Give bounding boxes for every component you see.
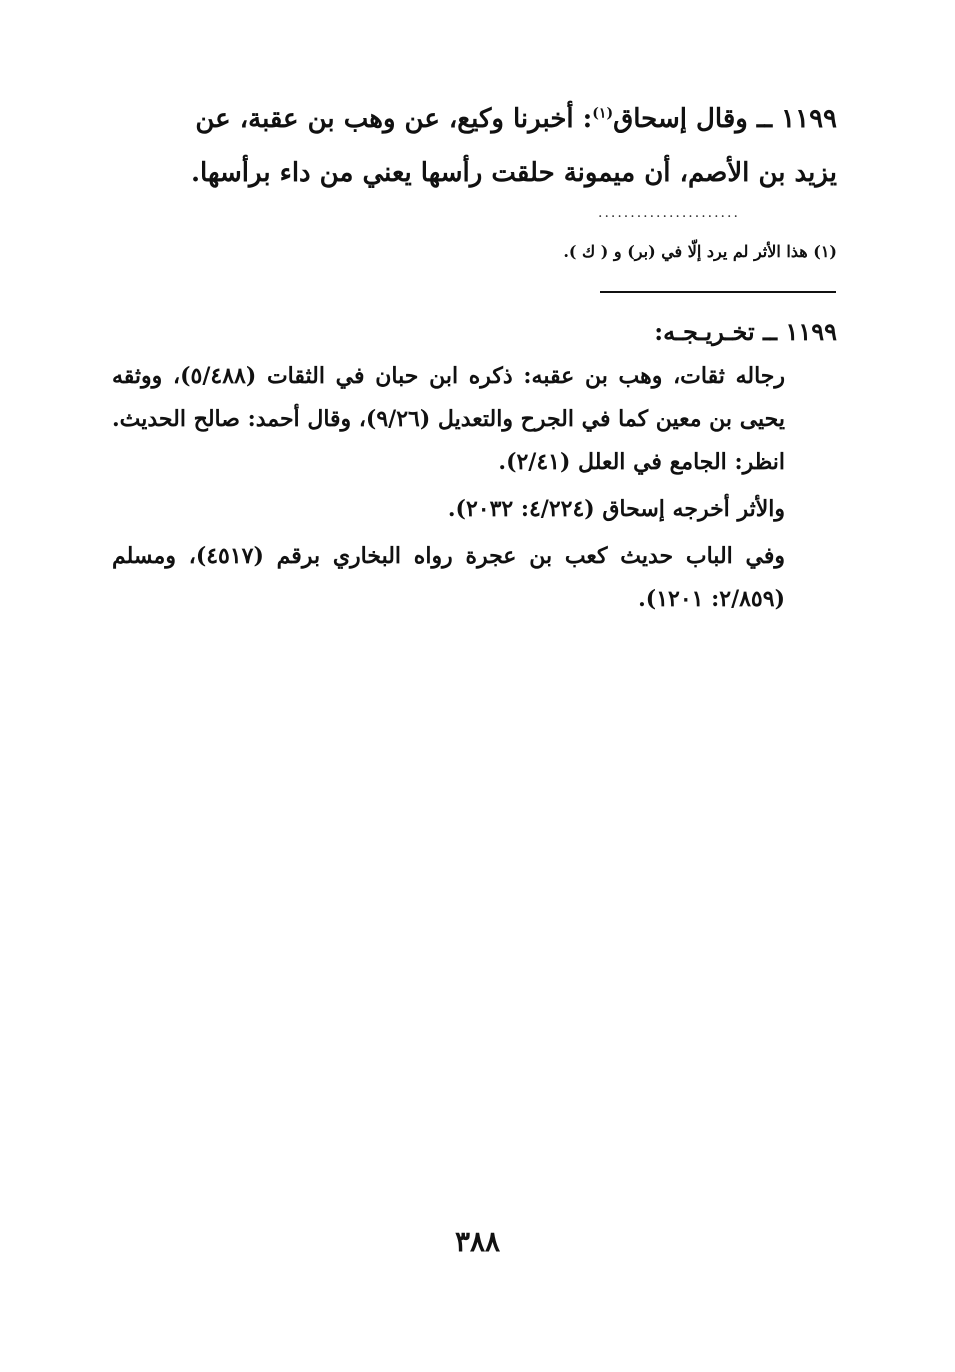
footnote-separator-dots: ...................... bbox=[598, 206, 740, 220]
takhrij-paragraph-1: رجاله ثقات، وهب بن عقبه: ذكره ابن حبان في الثقات (٥/٤٨٨)، ووثقه يحيى بن معين كما في الجرح والتعديل (٩/٢٦)، وقال أحمد: صالح الحديث. انظر: الجامع في العلل (٢/٤١). bbox=[112, 363, 786, 475]
footnote-text: (١) هذا الأثر لم يرد إلّا في (بر) و ( ك ). bbox=[563, 242, 837, 261]
main-text-line-2: يزيد بن الأصم، أن ميمونة حلقت رأسها يعني من داء برأسها. bbox=[191, 158, 837, 188]
main-text-line-1 bbox=[112, 92, 837, 146]
section-divider-line bbox=[600, 291, 836, 293]
takhrij-paragraph-2: والأثر أخرجه إسحاق (٤/٢٢٤: ٢٠٣٢). bbox=[447, 496, 785, 522]
page-number: ٣٨٨ bbox=[454, 1225, 501, 1258]
takhrij-section bbox=[112, 310, 837, 621]
main-text-line-1-start: ١١٩٩ ــ وقال إسحاق bbox=[613, 104, 837, 134]
main-text-line-1-end: : أخبرنا وكيع، عن وهب بن عقبة، عن bbox=[195, 104, 593, 134]
main-text-block bbox=[112, 92, 837, 200]
footnote-reference-marker: (١) bbox=[592, 105, 614, 122]
takhrij-paragraph-3: وفي الباب حديث كعب بن عجرة رواه البخاري برقم (٤٥١٧)، ومسلم (٢/٨٥٩: ١٢٠١). bbox=[112, 543, 785, 612]
takhrij-heading: ١١٩٩ ــ تخـريـجـه: bbox=[654, 317, 837, 346]
